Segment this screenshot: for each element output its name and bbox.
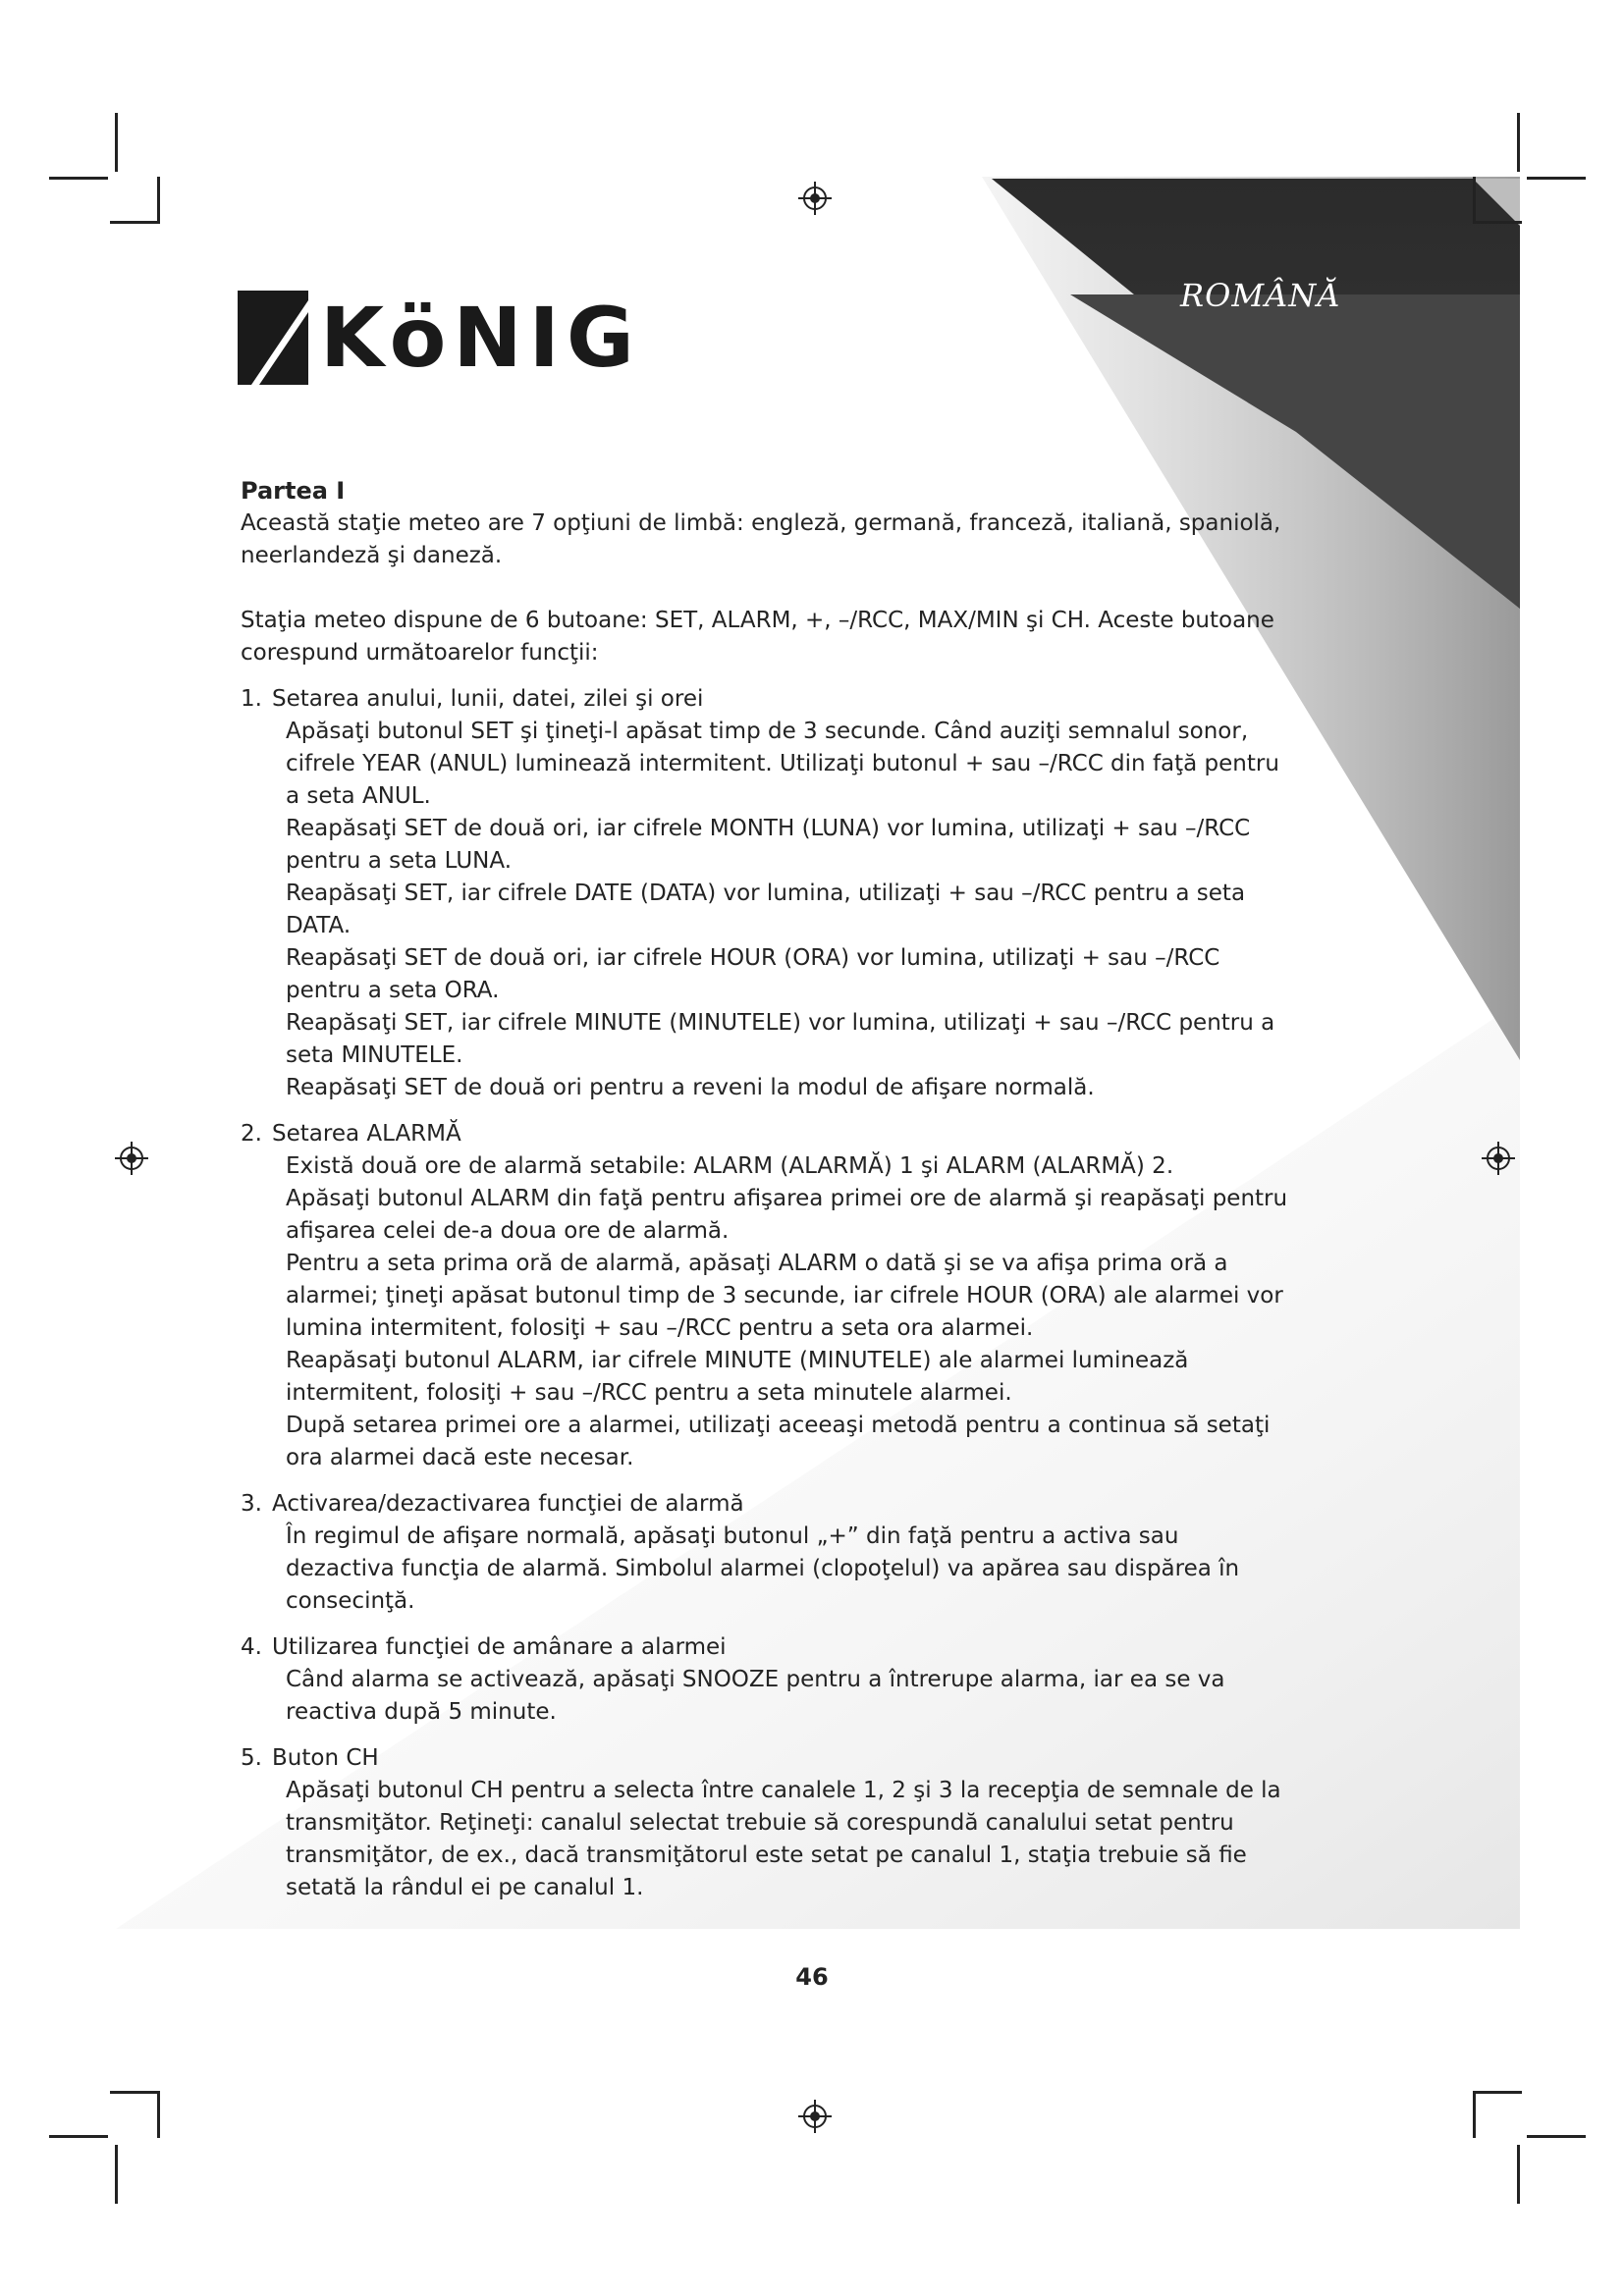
list-item-paragraph: Apăsaţi butonul CH pentru a selecta între canalele 1, 2 şi 3 la recepţia de semnale de la transmiţător. Reţineţi: canalul selectat trebuie să corespundă canalului setat pentru transmiţător, de ex., dacă transmiţătorul este setat pe canalul 1, staţia trebuie să fie setată la rândul ei pe canalul 1. [286, 1778, 1281, 1900]
list-item-paragraph: Reapăsaţi SET de două ori pentru a reveni la modul de afişare normală. [286, 1075, 1095, 1100]
crop-mark [1473, 2091, 1476, 2138]
list-item-heading [241, 1742, 1291, 1775]
crop-mark [157, 2091, 160, 2138]
list-item-paragraph: Reapăsaţi SET de două ori, iar cifrele HOUR (ORA) vor lumina, utilizaţi + sau –/RCC pentru a seta ORA. [286, 945, 1220, 1003]
crop-mark [1473, 177, 1476, 224]
crop-mark [1527, 2135, 1586, 2138]
crop-mark [157, 177, 160, 224]
list-item-body [286, 716, 1291, 1104]
registration-mark-icon [797, 181, 833, 216]
list-item-paragraph: Reapăsaţi butonul ALARM, iar cifrele MINUTE (MINUTELE) ale alarmei luminează intermitent, folosiţi + sau –/RCC pentru a seta minutele alarmei. [286, 1348, 1189, 1406]
list-item-title: Setarea ALARMĂ [272, 1121, 461, 1147]
brand-wordmark: KöNIG [320, 290, 641, 386]
list-item [241, 1118, 1291, 1474]
registration-mark-icon [797, 2099, 833, 2134]
list-item-paragraph: Reapăsaţi SET, iar cifrele MINUTE (MINUTELE) vor lumina, utilizaţi + sau –/RCC pentru a seta MINUTELE. [286, 1010, 1275, 1068]
list-item-number: 4. [241, 1634, 262, 1660]
list-item-paragraph: După setarea primei ore a alarmei, utilizaţi aceeaşi metodă pentru a continua să setaţi ora alarmei dacă este necesar. [286, 1413, 1271, 1470]
list-item [241, 1631, 1291, 1729]
registration-mark-icon [114, 1141, 149, 1176]
crop-mark [115, 113, 118, 172]
crop-mark [1517, 113, 1520, 172]
list-item-paragraph: Apăsaţi butonul SET şi ţineţi-l apăsat timp de 3 secunde. Când auziţi semnalul sonor, cifrele YEAR (ANUL) luminează intermitent. Utilizaţi butonul + sau –/RCC din faţă pentru a seta ANUL. [286, 719, 1279, 809]
konig-logo [238, 290, 641, 389]
list-item-title: Activarea/dezactivarea funcţiei de alarmă [272, 1491, 744, 1517]
konig-logo-mark-icon [238, 291, 308, 385]
list-item-number: 3. [241, 1491, 262, 1517]
crop-mark [115, 2145, 118, 2204]
list-item [241, 1488, 1291, 1618]
list-item-number: 5. [241, 1745, 262, 1771]
list-item-body [286, 1150, 1291, 1474]
intro-paragraph: Staţia meteo dispune de 6 butoane: SET, ALARM, +, –/RCC, MAX/MIN şi CH. Aceste butoane corespund următoarelor funcţii: [241, 608, 1274, 666]
list-item-title: Buton CH [272, 1745, 379, 1771]
crop-mark [49, 177, 108, 180]
crop-mark [110, 221, 159, 224]
list-item-paragraph: Apăsaţi butonul ALARM din faţă pentru afişarea primei ore de alarmă şi reapăsaţi pentru afişarea celei de-a doua ore de alarmă. [286, 1186, 1288, 1244]
list-item [241, 683, 1291, 1104]
list-item [241, 1742, 1291, 1904]
list-item-heading [241, 1118, 1291, 1150]
document-body [241, 475, 1291, 1904]
list-item-heading [241, 1631, 1291, 1664]
list-item-title: Utilizarea funcţiei de amânare a alarmei [272, 1634, 727, 1660]
list-item-paragraph: Pentru a seta prima oră de alarmă, apăsaţi ALARM o dată şi se va afişa prima oră a alarmei; ţineţi apăsat butonul timp de 3 secunde, iar cifrele HOUR (ORA) ale alarmei vor lumina intermitent, folosiţi + sau –/RCC pentru a seta ora alarmei. [286, 1251, 1283, 1341]
list-item-heading [241, 683, 1291, 716]
list-item-body [286, 1521, 1291, 1618]
crop-mark [110, 2091, 159, 2094]
intro-paragraph: Această staţie meteo are 7 opţiuni de limbă: engleză, germană, franceză, italiană, spaniolă, neerlandeză şi daneză. [241, 510, 1281, 568]
list-item-title: Setarea anului, lunii, datei, zilei şi orei [272, 686, 704, 712]
crop-mark [1527, 177, 1586, 180]
registration-mark-icon [1481, 1141, 1516, 1176]
list-item-body [286, 1664, 1291, 1729]
list-item-number: 2. [241, 1121, 262, 1147]
list-item-paragraph: Reapăsaţi SET, iar cifrele DATE (DATA) vor lumina, utilizaţi + sau –/RCC pentru a seta DATA. [286, 881, 1246, 938]
crop-mark [1517, 2145, 1520, 2204]
list-item-paragraph: Reapăsaţi SET de două ori, iar cifrele MONTH (LUNA) vor lumina, utilizaţi + sau –/RCC pentru a seta LUNA. [286, 816, 1251, 874]
list-item-paragraph: Există două ore de alarmă setabile: ALARM (ALARMĂ) 1 şi ALARM (ALARMĂ) 2. [286, 1153, 1174, 1179]
crop-mark [1473, 221, 1522, 224]
crop-mark [49, 2135, 108, 2138]
list-item-paragraph: În regimul de afişare normală, apăsaţi butonul „+” din faţă pentru a activa sau dezactiva funcţia de alarmă. Simbolul alarmei (clopoţelul) va apărea sau dispărea în consecinţă. [286, 1523, 1240, 1614]
page-number: 46 [795, 1963, 829, 1991]
language-label: ROMÂNĂ [1180, 277, 1341, 314]
spacer [241, 572, 1291, 605]
list-item-body [286, 1775, 1291, 1904]
list-item-paragraph: Când alarma se activează, apăsaţi SNOOZE pentru a întrerupe alarma, iar ea se va reactiva după 5 minute. [286, 1667, 1225, 1725]
crop-mark [1473, 2091, 1522, 2094]
section-title: Partea I [241, 477, 346, 505]
list-item-heading [241, 1488, 1291, 1521]
list-item-number: 1. [241, 686, 262, 712]
